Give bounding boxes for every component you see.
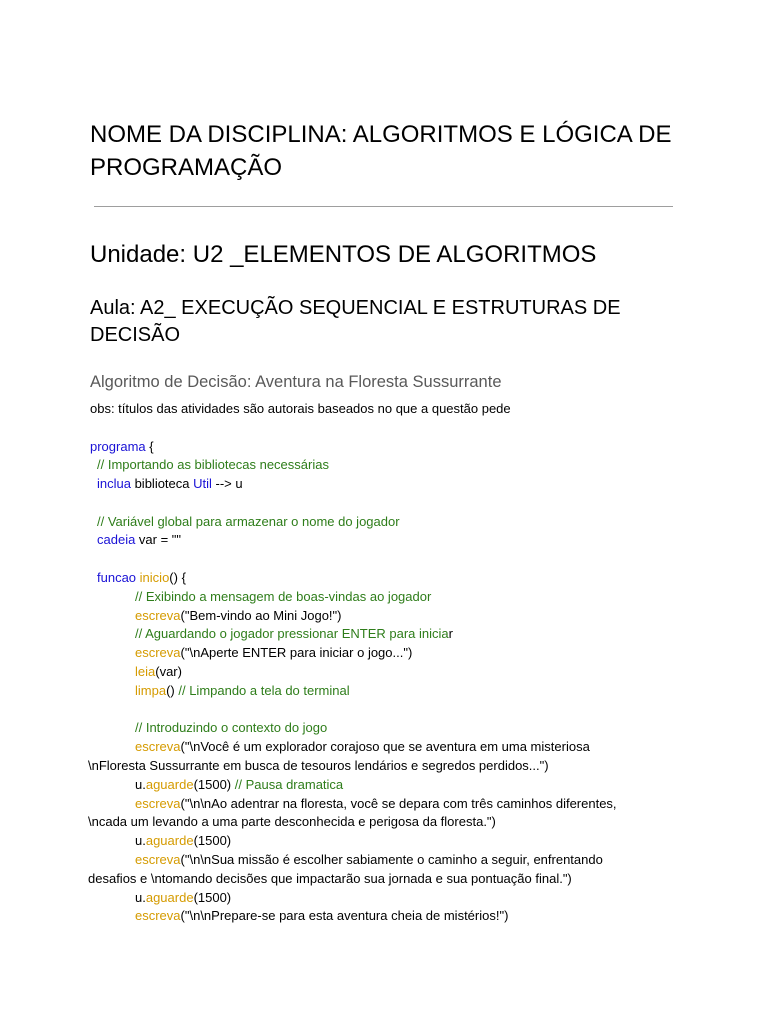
code-line xyxy=(90,456,690,475)
code-line xyxy=(90,475,690,494)
activity-subtitle: Algoritmo de Decisão: Aventura na Floresta Sussurrante xyxy=(90,373,502,391)
text-token: u. xyxy=(135,889,146,905)
comment-token: // Limpando a tela do terminal xyxy=(178,682,350,698)
function-token: leia xyxy=(135,664,156,680)
text-token: ("Bem-vindo ao Mini Jogo!") xyxy=(180,607,342,623)
code-blank-line xyxy=(90,550,690,569)
function-token: aguarde xyxy=(145,833,194,849)
comment-token: // Pausa dramatica xyxy=(234,776,344,792)
keyword-token: funcao xyxy=(97,570,137,586)
text-token: (var) xyxy=(155,664,182,680)
observation-note: obs: títulos das atividades são autorais baseados no que a questão pede xyxy=(90,401,511,416)
text-token: var = "" xyxy=(135,532,182,548)
text-token: (1500) xyxy=(193,776,235,792)
code-blank-line xyxy=(90,494,690,513)
function-token: inicio xyxy=(139,570,170,586)
code-line xyxy=(90,607,690,626)
code-line xyxy=(88,870,690,889)
text-token: ("\n\nAo adentrar na floresta, você se depara com três caminhos diferentes, xyxy=(180,795,617,811)
text-token: desafios e \ntomando decisões que impactarão sua jornada e sua pontuação final.") xyxy=(88,870,572,886)
text-token: ("\nAperte ENTER para iniciar o jogo...") xyxy=(180,645,413,661)
function-token: escreva xyxy=(135,607,181,623)
function-token: escreva xyxy=(135,795,181,811)
text-token: \ncada um levando a uma parte desconhecida e perigosa da floresta.") xyxy=(88,814,496,830)
function-token: escreva xyxy=(135,852,181,868)
function-token: aguarde xyxy=(145,776,194,792)
comment-token: // Variável global para armazenar o nome do jogador xyxy=(97,513,400,529)
code-line xyxy=(90,851,690,870)
horizontal-divider xyxy=(94,206,673,207)
code-line xyxy=(90,531,690,550)
text-token: ("\nVocê é um explorador corajoso que se aventura em uma misteriosa xyxy=(180,739,590,755)
text-token: r xyxy=(448,626,453,642)
document-title: NOME DA DISCIPLINA: ALGORITMOS E LÓGICA DE PROGRAMAÇÃO xyxy=(90,121,672,181)
function-token: limpa xyxy=(135,682,167,698)
text-token: ("\n\nSua missão é escolher sabiamente o caminho a seguir, enfrentando xyxy=(180,852,603,868)
text-token: u. xyxy=(135,776,146,792)
text-token: (1500) xyxy=(193,833,232,849)
code-line xyxy=(88,813,690,832)
code-line xyxy=(90,832,690,851)
keyword-token: inclua xyxy=(97,476,131,492)
text-token: ("\n\nPrepare-se para esta aventura cheia de mistérios!") xyxy=(180,908,509,924)
code-line xyxy=(90,569,690,588)
code-line xyxy=(90,513,690,532)
keyword-token: programa xyxy=(90,438,146,454)
comment-token: // Exibindo a mensagem de boas-vindas ao jogador xyxy=(135,588,432,604)
function-token: escreva xyxy=(135,908,181,924)
text-token: (1500) xyxy=(193,889,232,905)
comment-token: // Introduzindo o contexto do jogo xyxy=(135,720,328,736)
code-line xyxy=(90,663,690,682)
text-token: () { xyxy=(169,570,186,586)
code-line xyxy=(90,795,690,814)
function-token: escreva xyxy=(135,739,181,755)
code-line xyxy=(90,625,690,644)
code-line xyxy=(90,776,690,795)
code-line xyxy=(90,438,690,457)
comment-token: // Importando as bibliotecas necessárias xyxy=(97,457,329,473)
function-token: aguarde xyxy=(145,889,194,905)
code-line xyxy=(90,719,690,738)
text-token: { xyxy=(145,438,154,454)
lesson-heading: Aula: A2_ EXECUÇÃO SEQUENCIAL E ESTRUTURAS DE DECISÃO xyxy=(90,297,621,346)
code-line xyxy=(90,682,690,701)
keyword-token: Util xyxy=(193,476,212,492)
code-line xyxy=(88,757,690,776)
keyword-token: cadeia xyxy=(97,532,136,548)
code-line xyxy=(90,738,690,757)
code-block xyxy=(90,438,690,927)
text-token: u. xyxy=(135,833,146,849)
unit-heading: Unidade: U2 _ELEMENTOS DE ALGORITMOS xyxy=(90,241,597,268)
code-line xyxy=(90,644,690,663)
text-token: \nFloresta Sussurrante em busca de tesouros lendários e segredos perdidos...") xyxy=(88,758,549,774)
text-token: --> u xyxy=(211,476,243,492)
function-token: escreva xyxy=(135,645,181,661)
comment-token: // Aguardando o jogador pressionar ENTER para inicia xyxy=(135,626,449,642)
code-blank-line xyxy=(90,701,690,720)
text-token: () xyxy=(166,682,179,698)
code-line xyxy=(90,907,690,926)
text-token: biblioteca xyxy=(130,476,194,492)
code-line xyxy=(90,588,690,607)
code-line xyxy=(90,889,690,908)
